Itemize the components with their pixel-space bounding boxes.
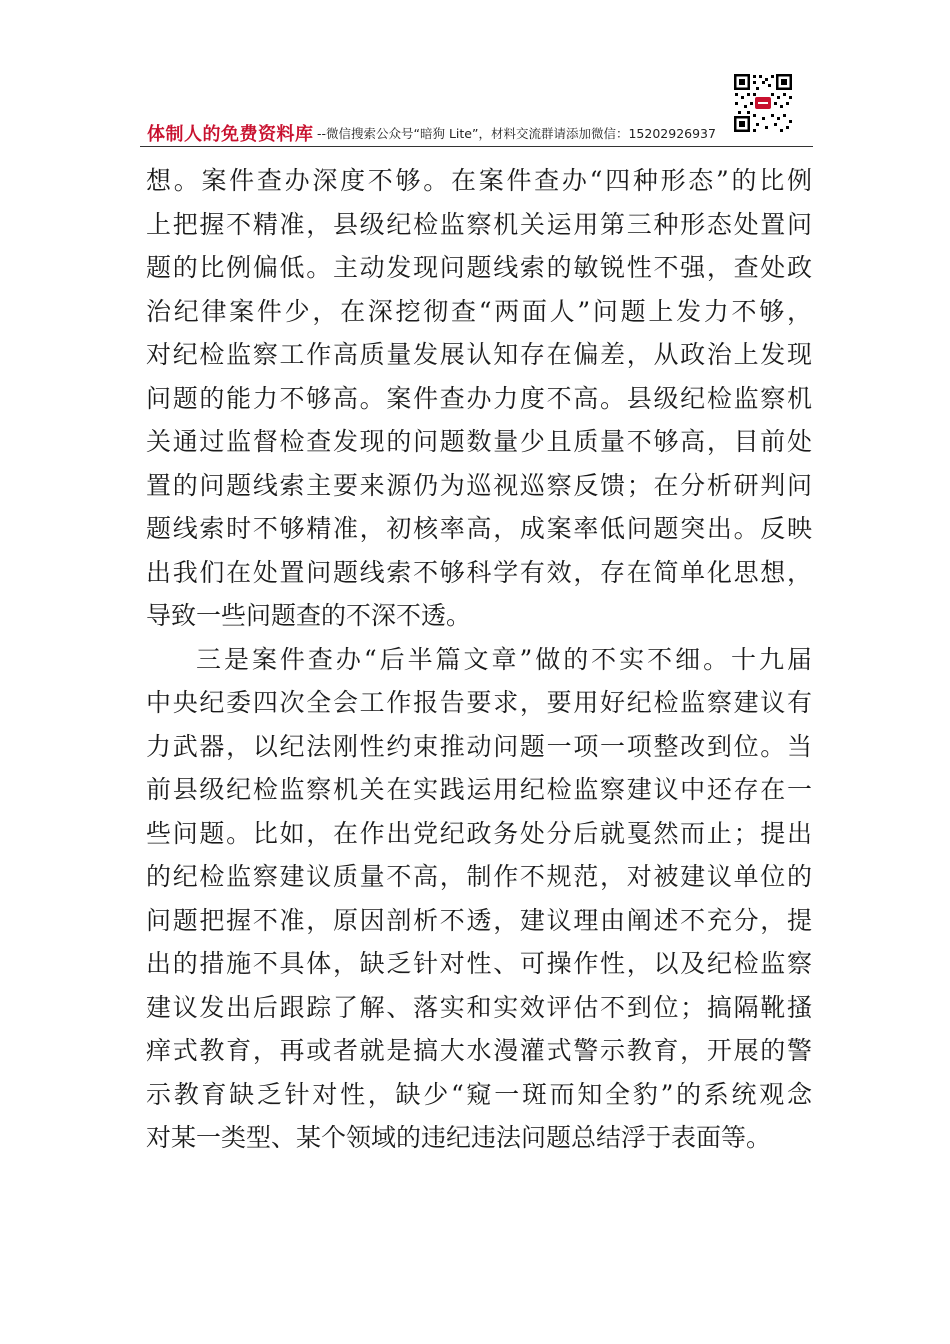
text-line: 对纪检监察工作高质量发展认知存在偏差，从政治上发现 xyxy=(146,340,812,369)
text-line: 前县级纪检监察机关在实践运用纪检监察建议中还存在一 xyxy=(146,775,812,804)
text-line: 题的比例偏低。主动发现问题线索的敏锐性不强，查处政 xyxy=(146,253,812,282)
text-line: 出我们在处置问题线索不够科学有效，存在简单化思想， xyxy=(146,557,812,587)
qr-code-icon xyxy=(733,73,793,133)
text-line: 想。案件查办深度不够。在案件查办“四种形态”的比例 xyxy=(146,166,812,195)
brand-title: 体制人的免费资料库 xyxy=(147,124,314,145)
text-line: 痒式教育，再或者就是搞大水漫灌式警示教育，开展的警 xyxy=(146,1036,812,1065)
text-line: 问题的能力不够高。案件查办力度不高。县级纪检监察机 xyxy=(146,383,812,413)
text-line: 示教育缺乏针对性，缺少“窥一斑而知全豹”的系统观念 xyxy=(146,1079,812,1109)
header-subtitle: --微信搜索公众号“暗狗 Lite”，材料交流群请添加微信：15202926937 xyxy=(317,126,716,141)
text-line: 出的措施不具体，缺乏针对性、可操作性，以及纪检监察 xyxy=(146,949,812,978)
text-line: 题线索时不够精准，初核率高，成案率低问题突出。反映 xyxy=(146,514,812,543)
text-line: 中央纪委四次全会工作报告要求，要用好纪检监察建议有 xyxy=(146,688,812,717)
text-line: 的纪检监察建议质量不高，制作不规范，对被建议单位的 xyxy=(146,862,812,891)
text-line: 力武器，以纪法刚性约束推动问题一项一项整改到位。当 xyxy=(146,731,812,761)
text-line: 关通过监督检查发现的问题数量少且质量不够高，目前处 xyxy=(146,427,812,456)
text-line: 建议发出后跟踪了解、落实和实效评估不到位；搞隔靴搔 xyxy=(146,992,812,1022)
text-line: 导致一些问题查的不深不透。 xyxy=(146,601,472,630)
text-line: 对某一类型、某个领域的违纪违法问题总结浮于表面等。 xyxy=(146,1123,772,1152)
page-header xyxy=(147,118,813,146)
text-line: 三是案件查办“后半篇文章”做的不实不细。十九届 xyxy=(196,644,812,674)
text-line: 上把握不精准，县级纪检监察机关运用第三种形态处置问 xyxy=(146,209,812,239)
text-line: 治纪律案件少，在深挖彻查“两面人”问题上发力不够， xyxy=(146,296,812,326)
text-line: 些问题。比如，在作出党纪政务处分后就戛然而止；提出 xyxy=(146,818,812,848)
text-line: 置的问题线索主要来源仍为巡视巡察反馈；在分析研判问 xyxy=(146,470,812,500)
document-body xyxy=(146,159,812,1160)
text-line: 问题把握不准，原因剖析不透，建议理由阐述不充分，提 xyxy=(146,905,812,935)
header-divider xyxy=(140,146,813,147)
